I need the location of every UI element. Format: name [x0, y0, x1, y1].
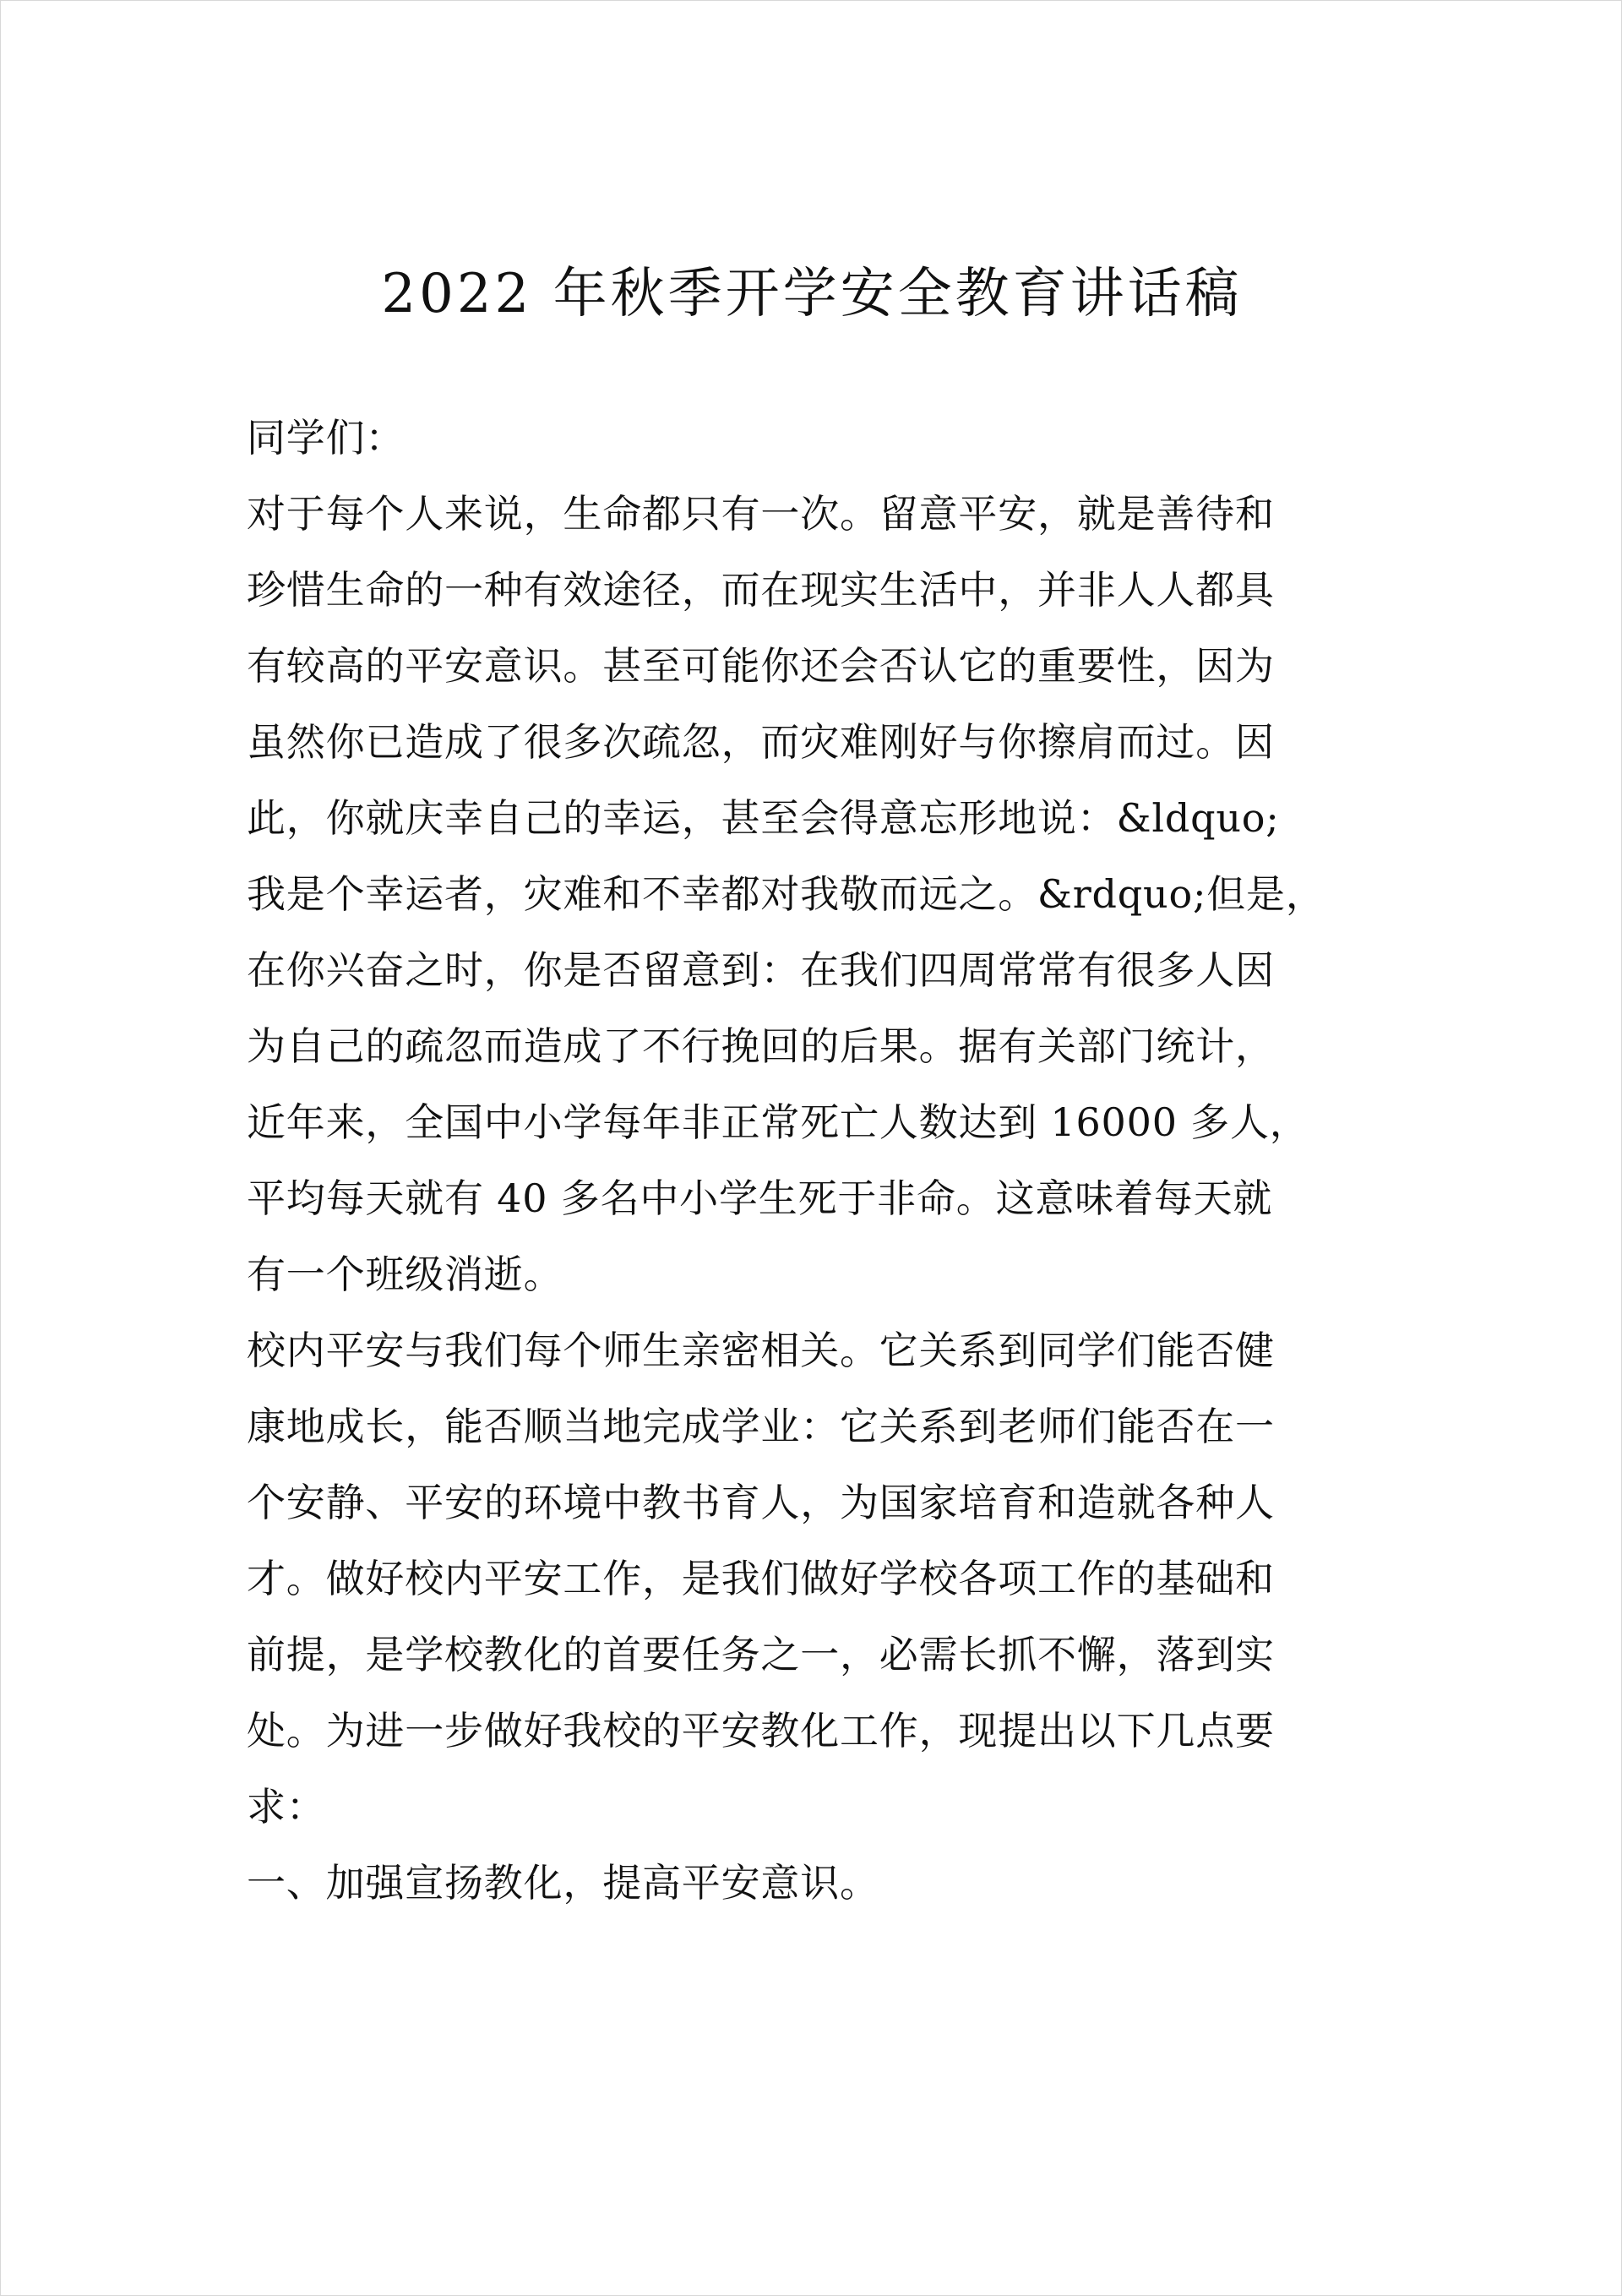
text-line: 个安静、平安的环境中教书育人，为国家培育和造就各种人	[247, 1480, 1275, 1525]
text-line: 求：	[247, 1784, 326, 1830]
document-title: 2022 年秋季开学安全教育讲话稿	[381, 263, 1243, 325]
text-line: 康地成长，能否顺当地完成学业：它关系到老师们能否在一	[247, 1404, 1275, 1449]
text-line: 在你兴奋之时，你是否留意到：在我们四周常常有很多人因	[247, 947, 1275, 993]
text-line: 同学们：	[247, 415, 406, 461]
text-line: 有较高的平安意识。甚至可能你还会否认它的重要性，因为	[247, 643, 1275, 689]
text-line: 一、加强宣扬教化，提高平安意识。	[247, 1860, 879, 1906]
text-line: 近年来，全国中小学每年非正常死亡人数达到 16000 多人，	[247, 1099, 1309, 1145]
text-line: 此，你就庆幸自己的幸运，甚至会得意忘形地说：&ldquo;	[247, 795, 1280, 841]
text-line: 珍惜生命的一种有效途径，而在现实生活中，并非人人都具	[247, 567, 1275, 613]
text-line: 才。做好校内平安工作，是我们做好学校各项工作的基础和	[247, 1556, 1275, 1601]
text-line: 平均每天就有 40 多名中小学生死于非命。这意味着每天就	[247, 1175, 1273, 1221]
text-line: 校内平安与我们每个师生亲密相关。它关系到同学们能否健	[247, 1328, 1275, 1373]
text-line: 有一个班级消逝。	[247, 1252, 563, 1297]
text-line: 对于每个人来说，生命都只有一次。留意平安，就是善待和	[247, 491, 1275, 537]
document-body	[247, 400, 1377, 1921]
text-line: 前提，是学校教化的首要任务之一，必需长抓不懈，落到实	[247, 1632, 1275, 1677]
text-line: 我是个幸运者，灾难和不幸都对我敬而远之。&rdquo;但是，	[247, 871, 1325, 917]
text-line: 虽然你已造成了很多次疏忽，而灾难刚好与你擦肩而过。因	[247, 719, 1275, 765]
text-line: 为自己的疏忽而造成了不行挽回的后果。据有关部门统计，	[247, 1023, 1275, 1069]
text-line: 处。为进一步做好我校的平安教化工作，现提出以下几点要	[247, 1708, 1275, 1753]
